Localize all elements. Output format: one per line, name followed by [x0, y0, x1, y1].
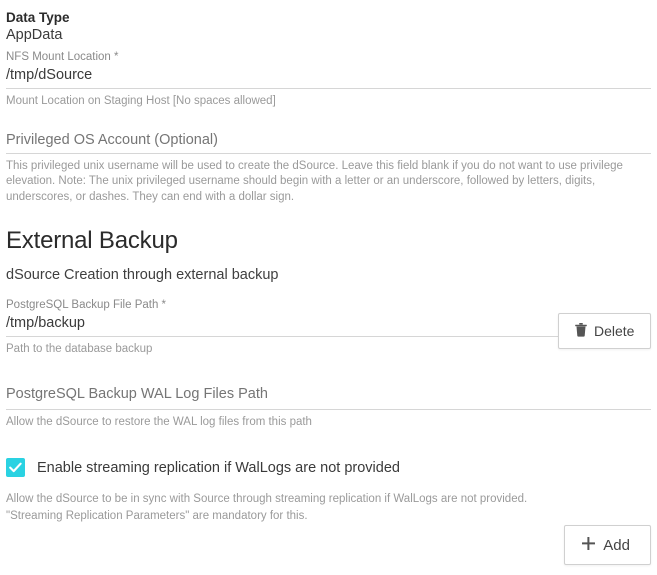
nfs-mount-help: Mount Location on Staging Host [No spaces allowed]	[6, 95, 276, 107]
nfs-mount-label: NFS Mount Location *	[6, 51, 119, 63]
data-type-block	[6, 10, 651, 43]
external-backup-title: External Backup	[6, 227, 178, 255]
wal-log-path-block	[6, 384, 651, 431]
trash-icon	[575, 323, 587, 339]
external-backup-subtitle: dSource Creation through external backup	[6, 267, 279, 284]
add-button[interactable]	[564, 525, 651, 565]
add-button-container	[564, 525, 651, 565]
nfs-mount-block	[6, 51, 651, 110]
privileged-os-account-block	[6, 116, 651, 206]
data-type-label: Data Type	[6, 10, 70, 25]
wal-log-path-help: Allow the dSource to restore the WAL log files from this path	[6, 415, 312, 428]
streaming-replication-checkbox[interactable]	[6, 458, 25, 477]
backup-file-path-help: Path to the database backup	[6, 343, 153, 356]
delete-button[interactable]	[558, 313, 651, 349]
nfs-mount-input[interactable]	[6, 65, 651, 89]
backup-file-path-label: PostgreSQL Backup File Path *	[6, 299, 167, 312]
streaming-replication-help: Allow the dSource to be in sync with Source through streaming replication if WalLogs are not provided. "Streaming Replication Parameters" are mandatory for this.	[6, 493, 528, 522]
backup-file-path-row	[6, 299, 651, 364]
streaming-replication-label: Enable streaming replication if WalLogs are not provided	[37, 459, 400, 476]
backup-file-path-block	[6, 299, 558, 358]
streaming-replication-row[interactable]	[6, 458, 651, 477]
add-button-label: Add	[603, 536, 630, 554]
delete-button-label: Delete	[594, 323, 635, 340]
privileged-os-account-input[interactable]	[6, 130, 651, 154]
wal-log-path-input[interactable]	[6, 384, 651, 410]
plus-icon	[581, 536, 596, 554]
privileged-os-account-help: This privileged unix username will be used to create the dSource. Leave this field blank if you do not want to use privilege elevation. Note: The unix privileged username should begin with a letter or an underscore, followed by letters, digits, underscores, or dashes. They can end with a dollar sign.	[6, 159, 623, 203]
backup-file-path-input[interactable]	[6, 313, 558, 337]
data-type-value: AppData	[6, 27, 63, 43]
